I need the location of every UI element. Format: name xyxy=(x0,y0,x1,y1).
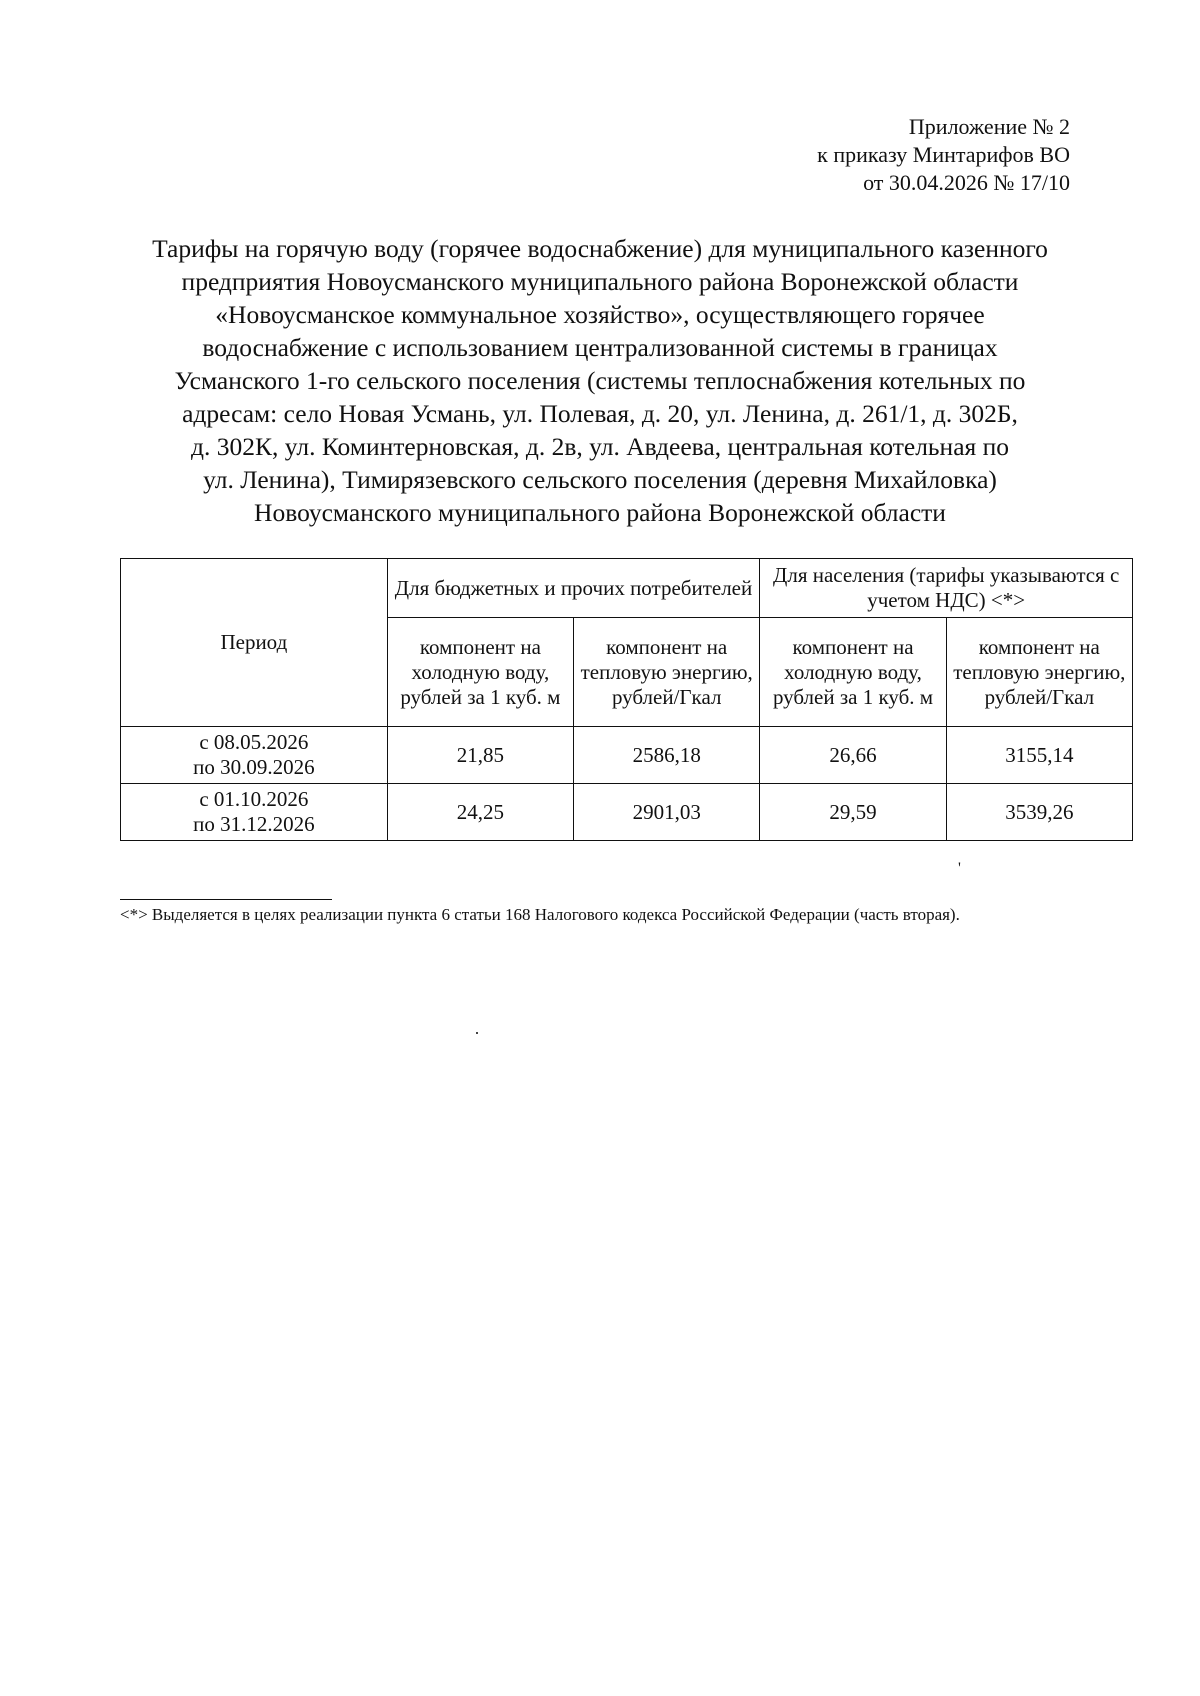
appendix-order-date: от 30.04.2026 № 17/10 xyxy=(863,170,1070,195)
title-line: «Новоусманское коммунальное хозяйство», осуществляющего горячее xyxy=(215,300,985,329)
population-cold-value: 26,66 xyxy=(760,727,946,784)
period-to: по 31.12.2026 xyxy=(193,812,315,836)
cold-water-subheader: компонент на холодную воду, рублей за 1 куб. м xyxy=(387,618,573,727)
footnote: <*> Выделяется в целях реализации пункта 6 статьи 168 Налогового кодекса Российской Федерации (часть вторая). xyxy=(120,905,960,924)
document-title xyxy=(100,232,1100,529)
population-heat-value: 3155,14 xyxy=(946,727,1132,784)
period-from: с 01.10.2026 xyxy=(199,787,309,811)
title-line: Тарифы на горячую воду (горячее водоснабжение) для муниципального казенного xyxy=(152,234,1048,263)
budget-cold-value: 24,25 xyxy=(387,784,573,841)
period-header: Период xyxy=(121,559,388,727)
heat-energy-subheader: компонент на тепловую энергию, рублей/Гкал xyxy=(574,618,760,727)
appendix-number: Приложение № 2 xyxy=(908,114,1070,139)
budget-heat-value: 2901,03 xyxy=(574,784,760,841)
budget-cold-value: 21,85 xyxy=(387,727,573,784)
period-to: по 30.09.2026 xyxy=(193,755,315,779)
table-header-row xyxy=(121,559,1133,618)
population-heat-value: 3539,26 xyxy=(946,784,1132,841)
title-line: водоснабжение с использованием централизованной системы в границах xyxy=(202,333,998,362)
cold-water-subheader: компонент на холодную воду, рублей за 1 куб. м xyxy=(760,618,946,727)
title-line: д. 302К, ул. Коминтерновская, д. 2в, ул. Авдеева, центральная котельная по xyxy=(190,432,1010,461)
appendix-order-ref: к приказу Минтарифов ВО xyxy=(817,142,1070,167)
period-from: с 08.05.2026 xyxy=(199,730,309,754)
budget-consumers-header: Для бюджетных и прочих потребителей xyxy=(387,559,760,618)
scan-dot xyxy=(476,1032,478,1034)
stray-mark: ' xyxy=(958,860,961,877)
tariff-table xyxy=(120,558,1133,841)
budget-heat-value: 2586,18 xyxy=(574,727,760,784)
footnote-divider xyxy=(120,899,332,900)
table-row xyxy=(121,727,1133,784)
appendix-block xyxy=(817,113,1070,197)
title-line: предприятия Новоусманского муниципального района Воронежской области xyxy=(181,267,1019,296)
table-row xyxy=(121,784,1133,841)
period-cell xyxy=(121,784,388,841)
title-line: Усманского 1-го сельского поселения (системы теплоснабжения котельных по xyxy=(174,366,1026,395)
population-header: Для населения (тарифы указываются с учетом НДС) <*> xyxy=(760,559,1133,618)
heat-energy-subheader: компонент на тепловую энергию, рублей/Гкал xyxy=(946,618,1132,727)
title-line: адресам: село Новая Усмань, ул. Полевая, д. 20, ул. Ленина, д. 261/1, д. 302Б, xyxy=(182,399,1018,428)
period-cell xyxy=(121,727,388,784)
population-cold-value: 29,59 xyxy=(760,784,946,841)
title-line: ул. Ленина), Тимирязевского сельского поселения (деревня Михайловка) xyxy=(203,465,997,494)
title-line: Новоусманского муниципального района Воронежской области xyxy=(254,498,946,527)
